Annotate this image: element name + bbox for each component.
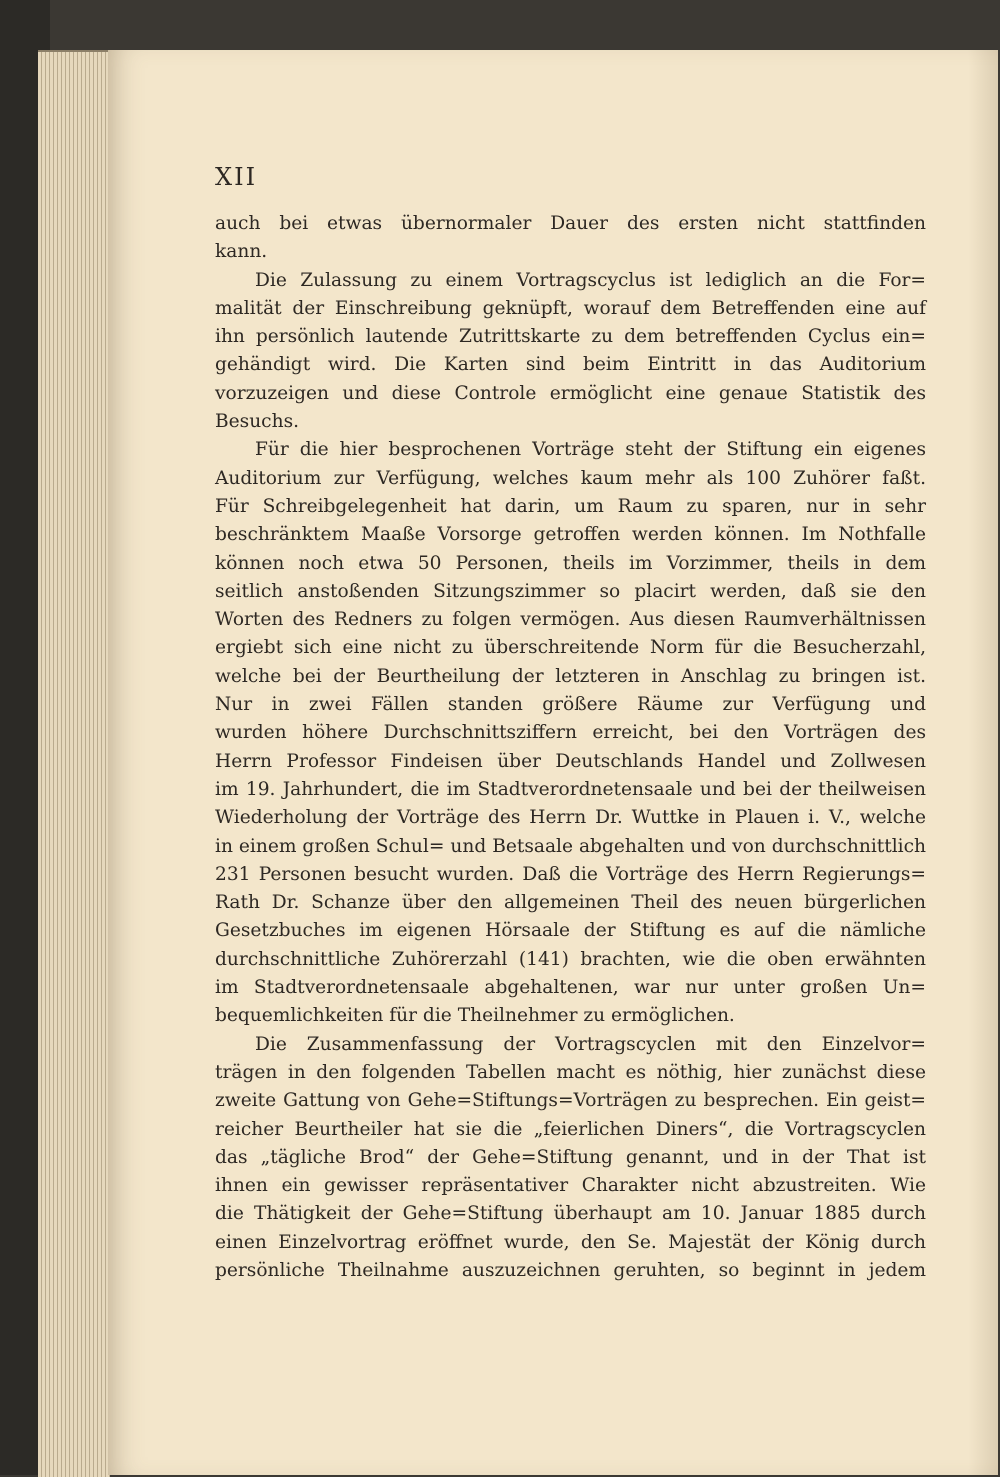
text-line: Rath Dr. Schanze über den allgemeinen Theil des neuen bürgerlichen [215, 892, 926, 914]
text-line: seitlich anstoßenden Sitzungszimmer so placirt werden, daß sie den [215, 580, 926, 602]
text-line: Für die hier besprochenen Vorträge steht der Stiftung ein eigenes [255, 439, 926, 461]
text-line: Worten des Redners zu folgen vermögen. Aus diesen Raumverhältnissen [215, 609, 926, 631]
text-line: Gesetzbuches im eigenen Hörsaale der Stiftung es auf die nämliche [215, 920, 926, 942]
text-line: ihnen ein gewisser repräsentativer Charakter nicht abzustreiten. Wie [215, 1175, 926, 1197]
text-line: Besuchs. [215, 411, 300, 433]
text-line: in einem großen Schul= und Betsaale abgehalten und von durchschnittlich [215, 835, 926, 857]
text-line: wurden höhere Durchschnittsziffern erreicht, bei den Vorträgen des [215, 722, 926, 744]
text-line: welche bei der Beurtheilung der letzteren in Anschlag zu bringen ist. [215, 665, 926, 687]
text-line: beschränktem Maaße Vorsorge getroffen werden können. Im Nothfalle [215, 524, 926, 546]
text-line: können noch etwa 50 Personen, theils im Vorzimmer, theils in dem [215, 552, 926, 574]
page-number: XII [215, 163, 258, 191]
text-line: trägen in den folgenden Tabellen macht es nöthig, hier zunächst diese [215, 1061, 926, 1083]
text-line: vorzuzeigen und diese Controle ermöglicht eine genaue Statistik des [215, 382, 926, 404]
text-line: durchschnittliche Zuhörerzahl (141) brachten, wie die oben erwähnten [215, 948, 926, 970]
book-page [108, 50, 998, 1475]
text-line: ihn persönlich lautende Zutrittskarte zu dem betreffenden Cyclus ein= [215, 326, 926, 348]
text-line: Die Zulassung zu einem Vortragscyclus ist lediglich an die For= [255, 269, 926, 291]
text-line: die Thätigkeit der Gehe=Stiftung überhaupt am 10. Januar 1885 durch [215, 1203, 926, 1225]
text-line: persönliche Theilnahme auszuzeichnen geruhten, so beginnt in jedem [215, 1259, 926, 1281]
text-line: zweite Gattung von Gehe=Stiftungs=Vorträgen zu besprechen. Ein geist= [215, 1090, 926, 1112]
body-text [215, 210, 926, 1285]
text-line: gehändigt wird. Die Karten sind beim Eintritt in das Auditorium [215, 354, 926, 376]
text-line: Nur in zwei Fällen standen größere Räume zur Verfügung und [215, 694, 926, 716]
text-line: Herrn Professor Findeisen über Deutschlands Handel und Zollwesen [215, 750, 926, 772]
text-line: das „tägliche Brod“ der Gehe=Stiftung genannt, und in der That ist [215, 1146, 926, 1168]
text-line: bequemlichkeiten für die Theilnehmer zu ermöglichen. [215, 1005, 735, 1027]
text-line: Die Zusammenfassung der Vortragscyclen mit den Einzelvor= [255, 1033, 926, 1055]
text-line: Wiederholung der Vorträge des Herrn Dr. Wuttke in Plauen i. V., welche [215, 807, 926, 829]
text-line: Für Schreibgelegenheit hat darin, um Raum zu sparen, nur in sehr [215, 495, 926, 517]
text-line: im Stadtverordnetensaale abgehaltenen, war nur unter großen Un= [215, 977, 926, 999]
text-line: kann. [215, 241, 268, 263]
text-line: 231 Personen besucht wurden. Daß die Vorträge des Herrn Regierungs= [215, 863, 926, 885]
text-line: auch bei etwas übernormaler Dauer des ersten nicht stattfinden [215, 213, 926, 234]
text-line: einen Einzelvortrag eröffnet wurde, den Se. Majestät der König durch [215, 1231, 926, 1253]
page-edges [38, 50, 110, 1477]
text-line: Auditorium zur Verfügung, welches kaum mehr als 100 Zuhörer faßt. [215, 467, 926, 489]
text-line: malität der Einschreibung geknüpft, worauf dem Betreffenden eine auf [215, 297, 926, 319]
text-line: reicher Beurtheiler hat sie die „feierlichen Diners“, die Vortragscyclen [215, 1118, 926, 1140]
page-shadow [968, 50, 998, 1475]
text-line: ergiebt sich eine nicht zu überschreitende Norm für die Besucherzahl, [215, 637, 926, 659]
text-line: im 19. Jahrhundert, die im Stadtverordnetensaale und bei der theilweisen [215, 778, 926, 800]
